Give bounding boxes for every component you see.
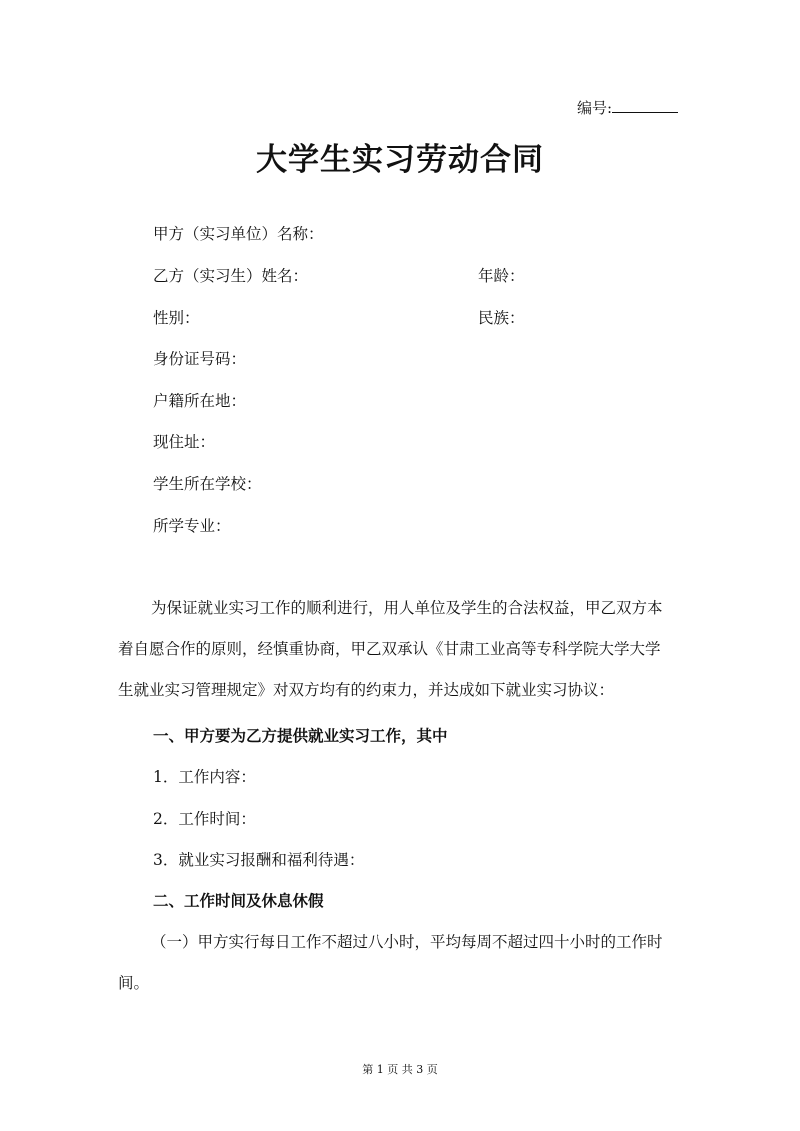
document-number-label: 编号: [577, 99, 613, 117]
clause-1-line-1: （一）甲方实行每日工作不超过八小时，平均每周不超过四十小时的工作时 [151, 933, 663, 951]
party-b-name-field: 乙方（实习生）姓名： [153, 267, 309, 285]
section-1-heading: 一、甲方要为乙方提供就业实习工作，其中 [153, 726, 448, 745]
document-number-blank [612, 97, 678, 113]
ethnicity-field: 民族： [478, 309, 525, 327]
household-registration-field: 户籍所在地： [153, 392, 247, 410]
intro-paragraph [118, 588, 684, 711]
id-number-field: 身份证号码： [153, 350, 247, 368]
section-1-item-3: 3．就业实习报酬和福利待遇： [153, 851, 365, 869]
age-field: 年龄： [478, 267, 525, 285]
section-1-item-1: 1．工作内容： [153, 768, 256, 786]
clause-1-line-2: 间。 [118, 974, 150, 992]
major-field: 所学专业： [153, 517, 231, 535]
party-a-name-field: 甲方（实习单位）名称： [153, 225, 324, 243]
page-footer: 第 1 页 共 3 页 [362, 1063, 438, 1076]
gender-field: 性别： [153, 309, 200, 327]
document-title: 大学生实习劳动合同 [256, 142, 544, 178]
section-2-clause-1 [118, 922, 684, 1004]
current-address-field: 现住址： [153, 433, 216, 451]
section-2-heading: 二、工作时间及休息休假 [153, 891, 324, 910]
section-1-item-2: 2．工作时间： [153, 810, 256, 828]
intro-line-2: 着自愿合作的原则，经慎重协商，甲乙双承认《甘肃工业高等专科学院大学大学 [118, 640, 661, 658]
school-field: 学生所在学校： [153, 475, 262, 493]
intro-line-1: 为保证就业实习工作的顺利进行，用人单位及学生的合法权益，甲乙双方本 [151, 599, 663, 617]
intro-line-3: 生就业实习管理规定》对双方均有的约束力，并达成如下就业实习协议： [118, 681, 615, 699]
document-number [577, 97, 678, 119]
